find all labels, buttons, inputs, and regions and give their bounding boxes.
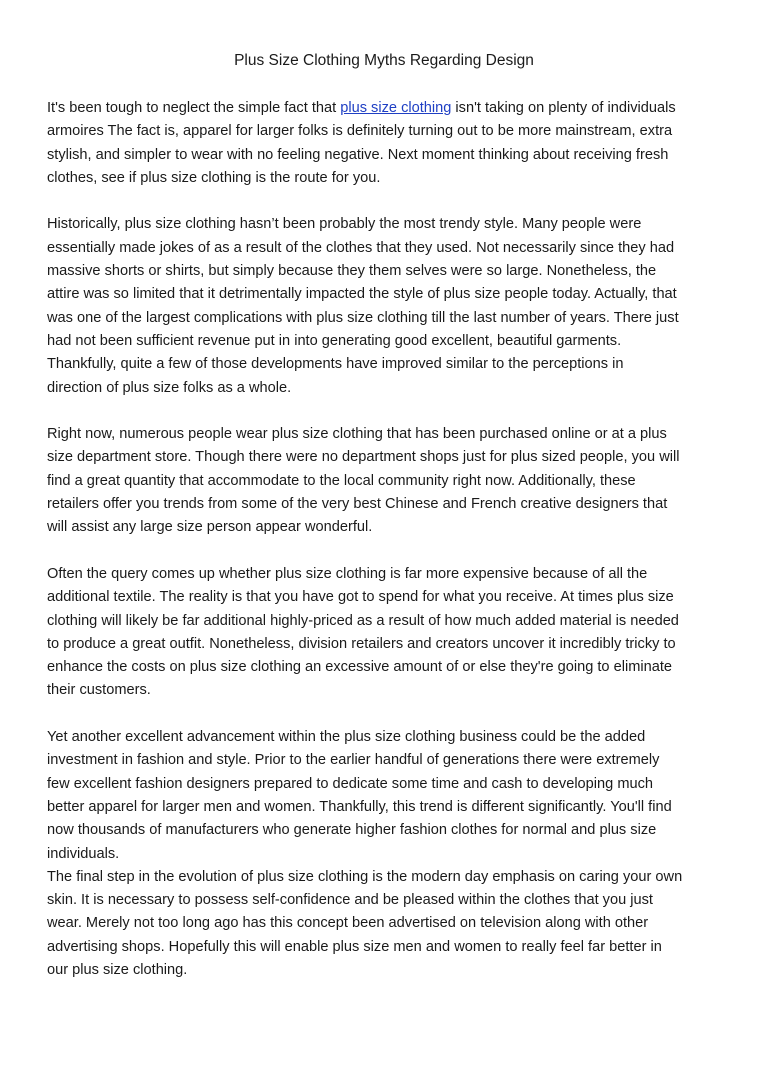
text-line: few excellent fashion designers prepared to dedicate some time and cash to developing much (47, 775, 654, 792)
text-run: isn't taking on plenty of individuals (451, 100, 676, 116)
paragraph-cost (47, 563, 731, 703)
paragraph-final-step (47, 866, 731, 982)
text-line: find a great quantity that accommodate to the local community right now. Additionally, these (47, 472, 636, 489)
text-line: attire was so limited that it detrimentally impacted the style of plus size people today. Actually, that (47, 286, 677, 303)
text-line: will assist any large size person appear wonderful. (47, 519, 373, 536)
text-line: stylish, and simpler to wear with no feeling negative. Next moment thinking about receiving fresh (47, 146, 669, 163)
paragraph-right-now (47, 423, 731, 539)
text-line: Yet another excellent advancement within the plus size clothing business could be the added (47, 729, 646, 746)
plus-size-clothing-link[interactable]: plus size clothing (340, 100, 452, 116)
text-line: Thankfully, quite a few of those developments have improved similar to the perceptions in (47, 356, 624, 373)
text-line: had not been sufficient revenue put in into generating good excellent, beautiful garments. (47, 332, 622, 349)
document-body (47, 97, 731, 982)
text-line: retailers offer you trends from some of the very best Chinese and French creative designers that (47, 496, 668, 513)
text-line: direction of plus size folks as a whole. (47, 379, 292, 396)
text-run: It's been tough to neglect the simple fact that (47, 100, 341, 116)
text-line: essentially made jokes of as a result of the clothes that they used. Not necessarily since they had (47, 239, 675, 256)
paragraph-investment (47, 726, 731, 866)
text-line: Often the query comes up whether plus size clothing is far more expensive because of all the (47, 565, 648, 582)
text-line: armoires The fact is, apparel for larger folks is definitely turning out to be more mainstream, extra (47, 123, 673, 140)
text-line: enhance the costs on plus size clothing an excessive amount of or else they're going to eliminate (47, 659, 673, 676)
text-line: to produce a great outfit. Nonetheless, division retailers and creators uncover it incredibly tricky to (47, 635, 676, 652)
text-line: clothes, see if plus size clothing is the route for you. (47, 169, 381, 186)
text-line: advertising shops. Hopefully this will enable plus size men and women to really feel far better in (47, 938, 662, 955)
text-line: was one of the largest complications with plus size clothing till the last number of years. There just (47, 309, 679, 326)
text-line: massive shorts or shirts, but simply because they them selves were so large. Nonetheless, the (47, 263, 657, 280)
text-line: skin. It is necessary to possess self-confidence and be pleased within the clothes that you just (47, 892, 653, 909)
text-line: wear. Merely not too long ago has this concept been advertised on television along with other (47, 915, 649, 932)
text-line: The final step in the evolution of plus size clothing is the modern day emphasis on caring your own (47, 868, 683, 885)
text-line: Historically, plus size clothing hasn’t been probably the most trendy style. Many people were (47, 216, 642, 233)
text-line: individuals. (47, 845, 120, 862)
text-line: size department store. Though there were no department shops just for plus sized people, you will (47, 449, 680, 466)
document-title: Plus Size Clothing Myths Regarding Design (234, 52, 534, 69)
text-line: clothing will likely be far additional highly-priced as a result of how much added material is needed (47, 612, 679, 629)
text-line: additional textile. The reality is that you have got to spend for what you receive. At times plus size (47, 589, 674, 606)
text-line: our plus size clothing. (47, 961, 188, 978)
text-line (47, 97, 731, 120)
paragraph-history (47, 213, 731, 399)
text-line: their customers. (47, 682, 151, 699)
text-line: Right now, numerous people wear plus size clothing that has been purchased online or at a plus (47, 426, 667, 443)
text-line: investment in fashion and style. Prior to the earlier handful of generations there were extremely (47, 752, 660, 769)
text-line: now thousands of manufacturers who generate higher fashion clothes for normal and plus size (47, 822, 657, 839)
text-line: better apparel for larger men and women. Thankfully, this trend is different significantly. You'll find (47, 798, 672, 815)
paragraph-intro (47, 97, 731, 190)
